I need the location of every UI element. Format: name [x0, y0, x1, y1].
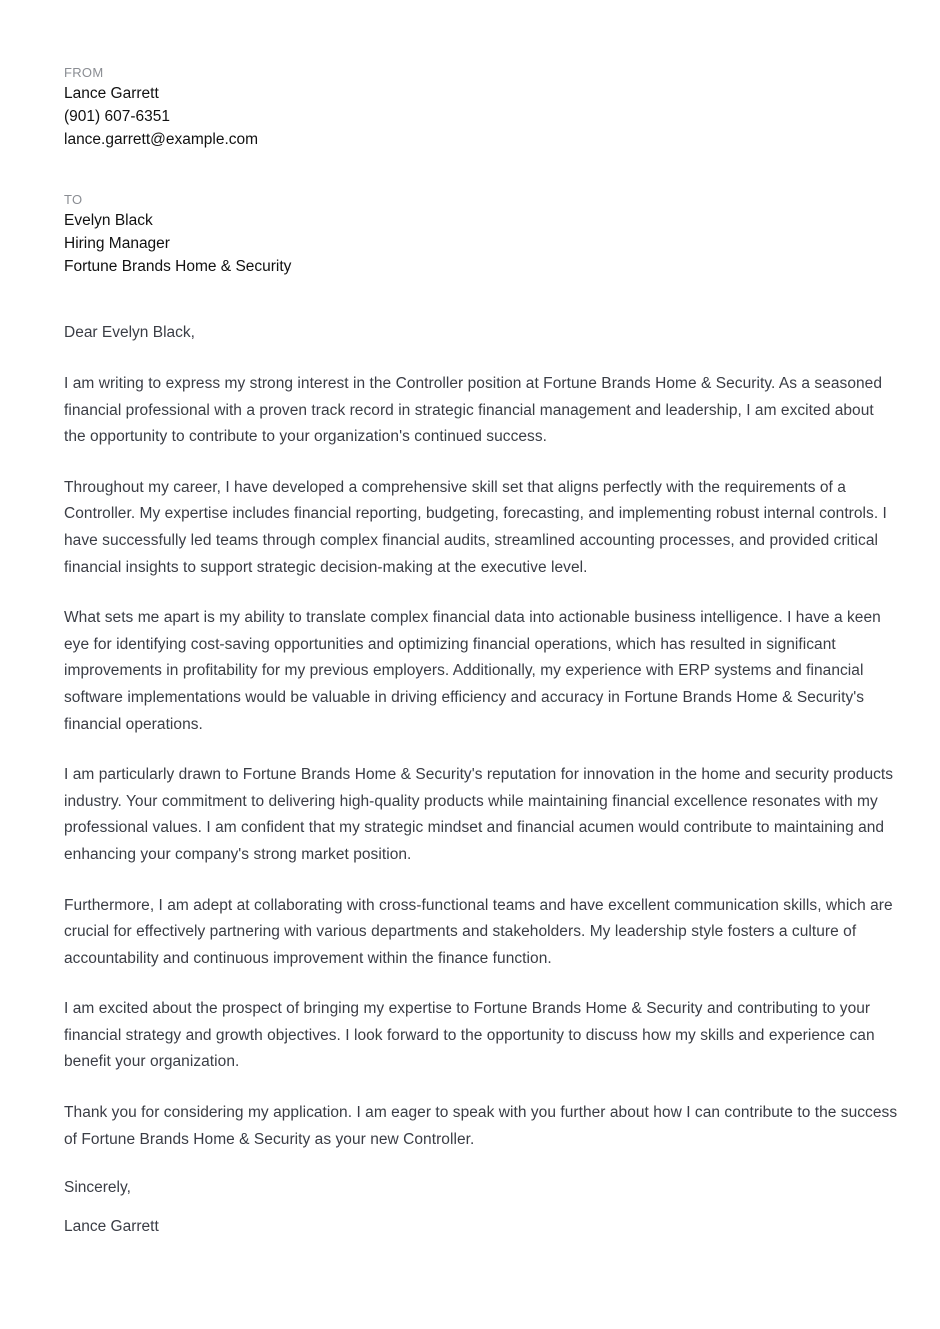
from-label: FROM	[64, 65, 104, 80]
body-paragraph: Thank you for considering my application. I am eager to speak with you further about how I can contribute to the success of Fortune Brands Home & Security as your new Controller.	[64, 1104, 898, 1148]
cover-letter	[64, 64, 898, 1254]
sender-email: lance.garrett@example.com	[64, 131, 259, 148]
recipient-title: Hiring Manager	[64, 235, 170, 252]
recipient-block	[64, 191, 898, 278]
signature: Lance Garrett	[64, 1218, 159, 1236]
body-paragraph: What sets me apart is my ability to translate complex financial data into actionable business intelligence. I have a keen eye for identifying cost-saving opportunities and optimizing financial operations, which has resulted in significant improvements in profitability for my previous employers. Additionally, my experience with ERP systems and financial software implementations would be valuable in driving efficiency and accuracy in Fortune Brands Home & Security's financial operations.	[64, 609, 881, 733]
recipient-name: Evelyn Black	[64, 212, 153, 229]
to-label: TO	[64, 192, 83, 207]
body-paragraph: Furthermore, I am adept at collaborating with cross-functional teams and have excellent communication skills, which are crucial for effectively partnering with various departments and stakeholders. My leadership style fosters a culture of accountability and continuous improvement within the finance function.	[64, 896, 893, 967]
letter-body	[64, 371, 898, 1153]
body-paragraph: I am excited about the prospect of bringing my expertise to Fortune Brands Home & Security and contributing to your financial strategy and growth objectives. I look forward to the opportunity to discuss how my skills and experience can benefit your organization.	[64, 1000, 875, 1071]
body-paragraph: I am writing to express my strong interest in the Controller position at Fortune Brands Home & Security. As a seasoned financial professional with a proven track record in strategic financial management and leadership, I am excited about the opportunity to contribute to your organization's continued success.	[64, 375, 883, 446]
sender-block	[64, 64, 898, 151]
recipient-company: Fortune Brands Home & Security	[64, 258, 292, 275]
sender-phone: (901) 607-6351	[64, 108, 170, 125]
salutation: Dear Evelyn Black,	[64, 324, 195, 341]
sender-name: Lance Garrett	[64, 85, 159, 102]
body-paragraph: I am particularly drawn to Fortune Brands Home & Security's reputation for innovation in the home and security products industry. Your commitment to delivering high-quality products while maintaining financial excellence resonates with my professional values. I am confident that my strategic mindset and financial acumen would contribute to maintaining and enhancing your company's strong market position.	[64, 766, 894, 863]
body-paragraph: Throughout my career, I have developed a comprehensive skill set that aligns perfectly with the requirements of a Controller. My expertise includes financial reporting, budgeting, forecasting, and implementing robust internal controls. I have successfully led teams through complex financial audits, streamlined accounting processes, and provided critical financial insights to support strategic decision-making at the executive level.	[64, 478, 887, 576]
closing: Sincerely,	[64, 1179, 131, 1197]
